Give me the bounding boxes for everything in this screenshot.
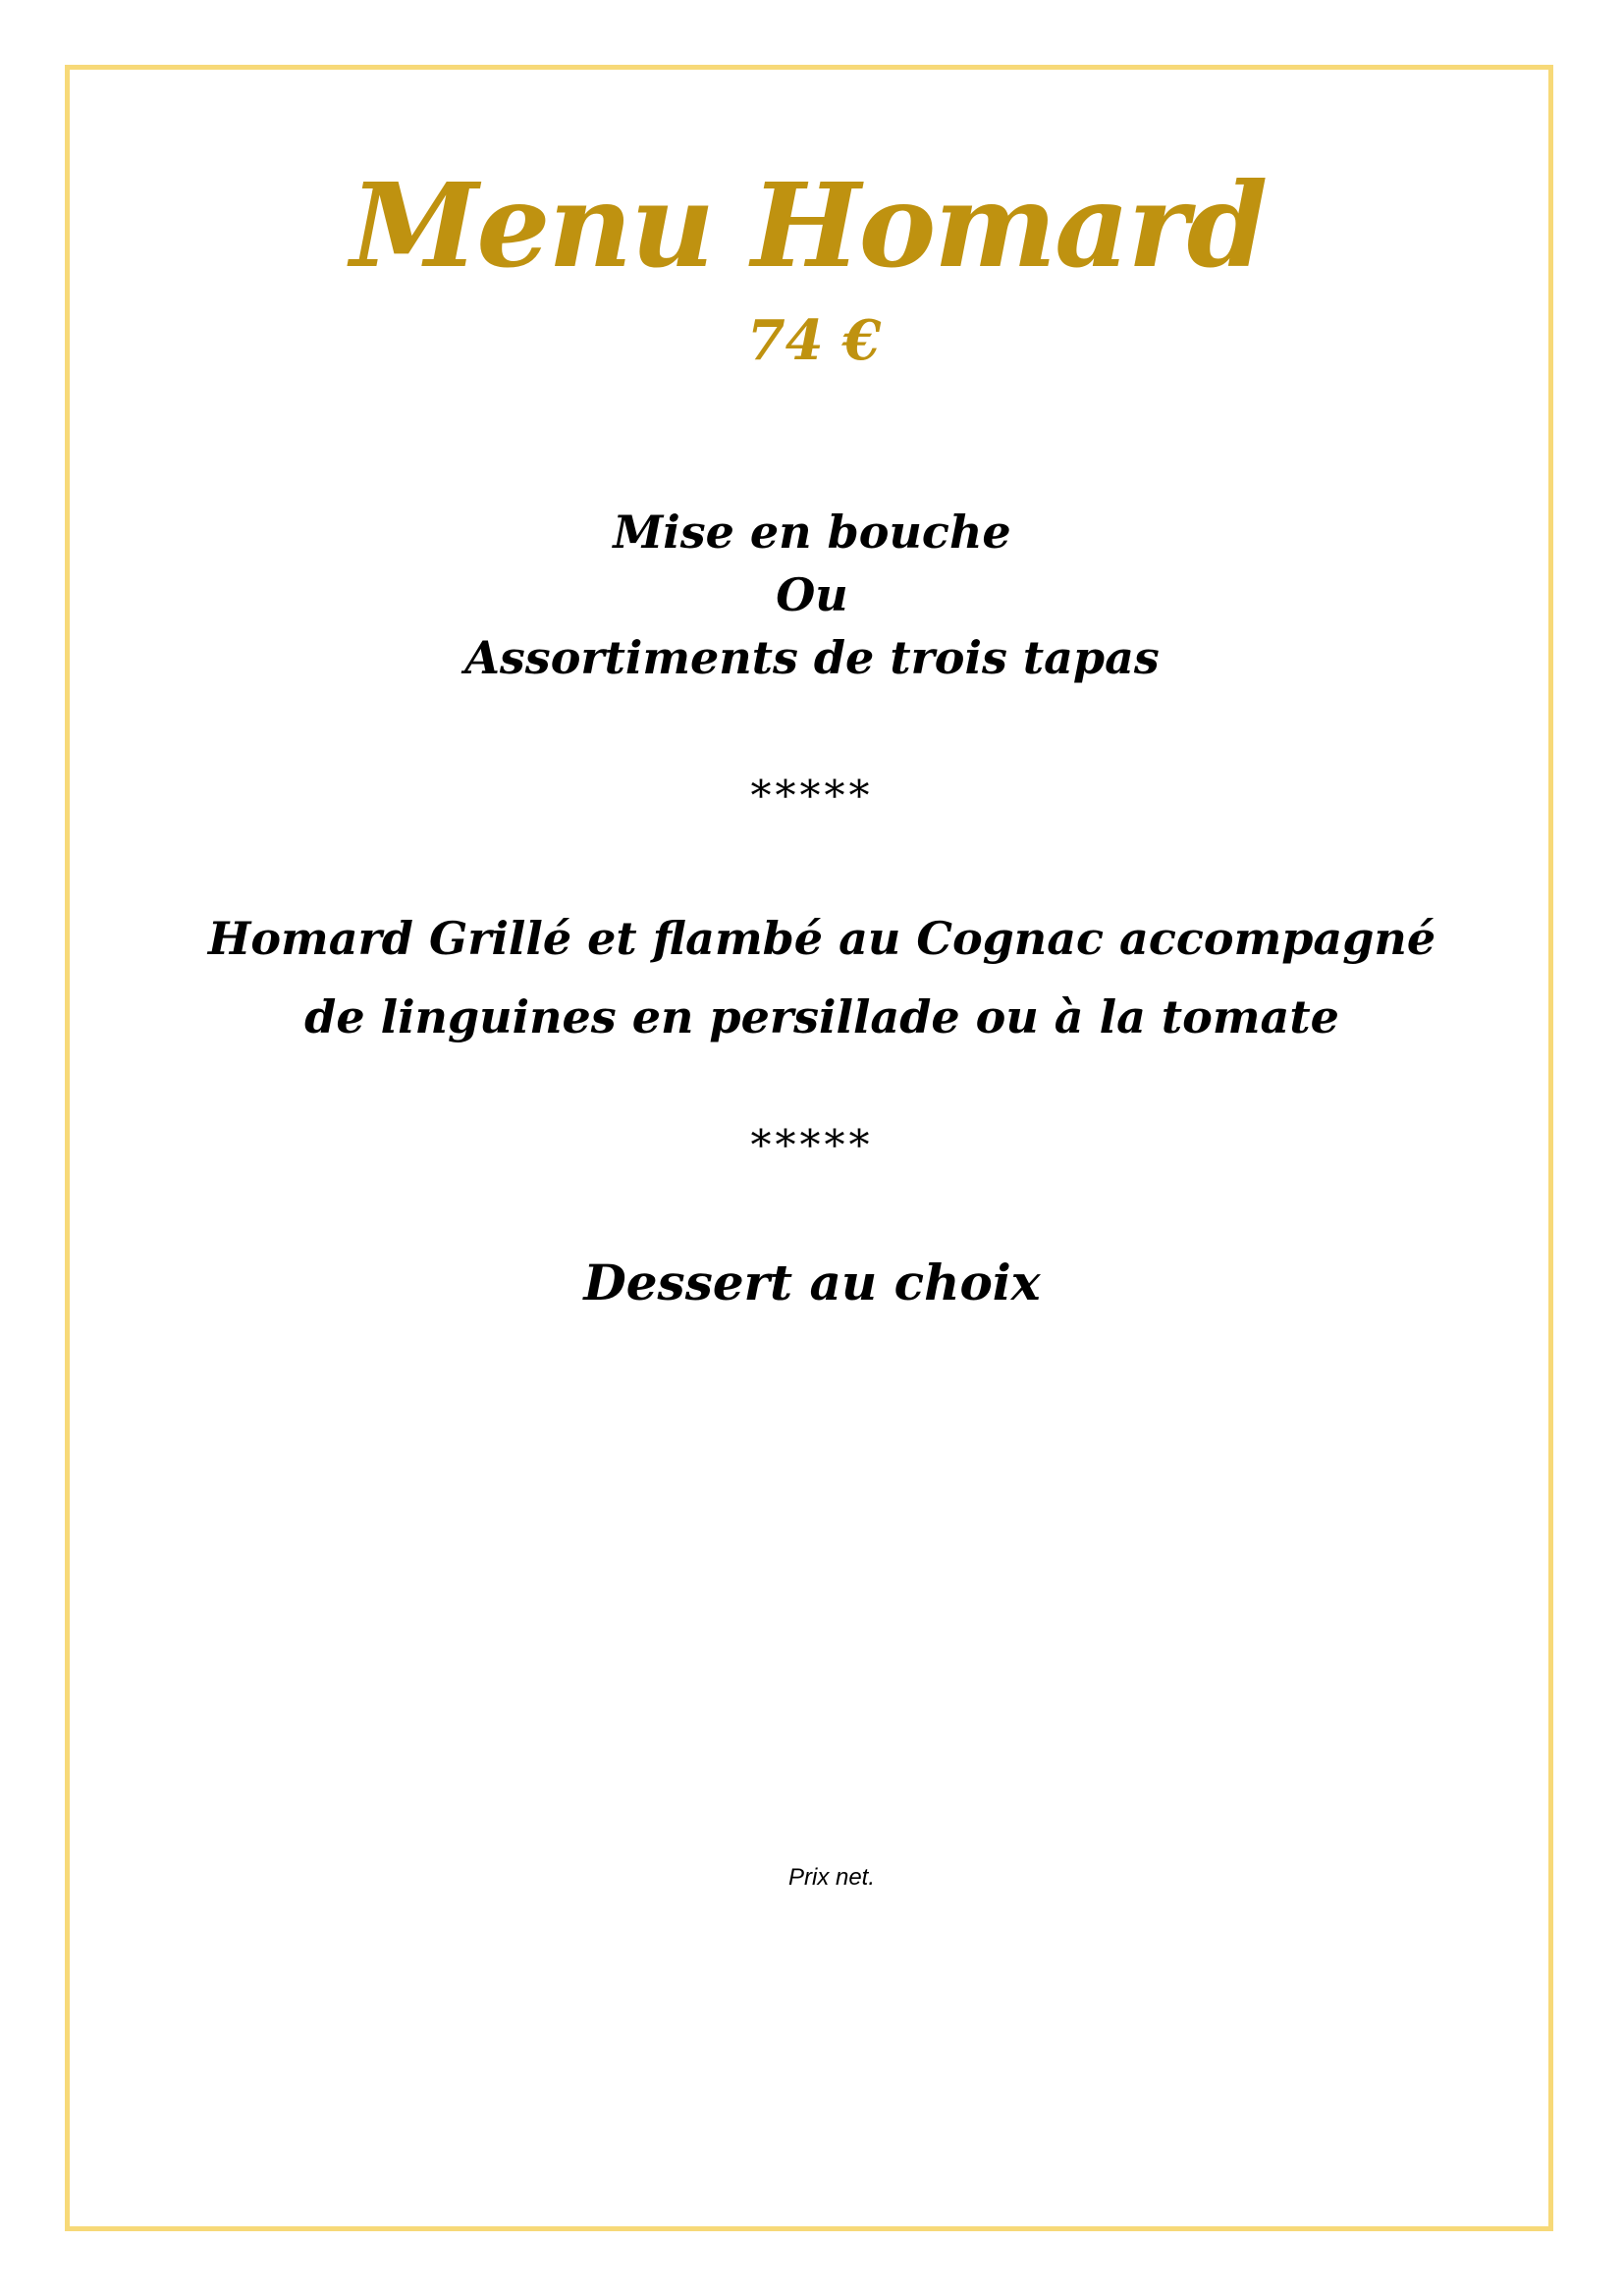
course-line: Mise en bouche — [613, 506, 1011, 559]
course-separator: ***** — [750, 772, 874, 820]
price-footnote: Prix net. — [787, 1864, 876, 1891]
course-separator: ***** — [750, 1121, 874, 1169]
menu-price: 74 € — [746, 308, 882, 373]
menu-title: Menu Homard — [350, 157, 1267, 294]
course-starter — [0, 501, 1624, 689]
course-main — [0, 899, 1624, 1056]
course-dessert — [0, 1249, 1624, 1317]
course-line: de linguines en persillade ou à la tomate — [304, 990, 1339, 1043]
course-line: Homard Grillé et flambé au Cognac accompagné — [207, 912, 1436, 965]
course-line: Dessert au choix — [583, 1254, 1041, 1311]
course-line: Assortiments de trois tapas — [464, 631, 1160, 684]
course-line: Ou — [776, 568, 848, 621]
